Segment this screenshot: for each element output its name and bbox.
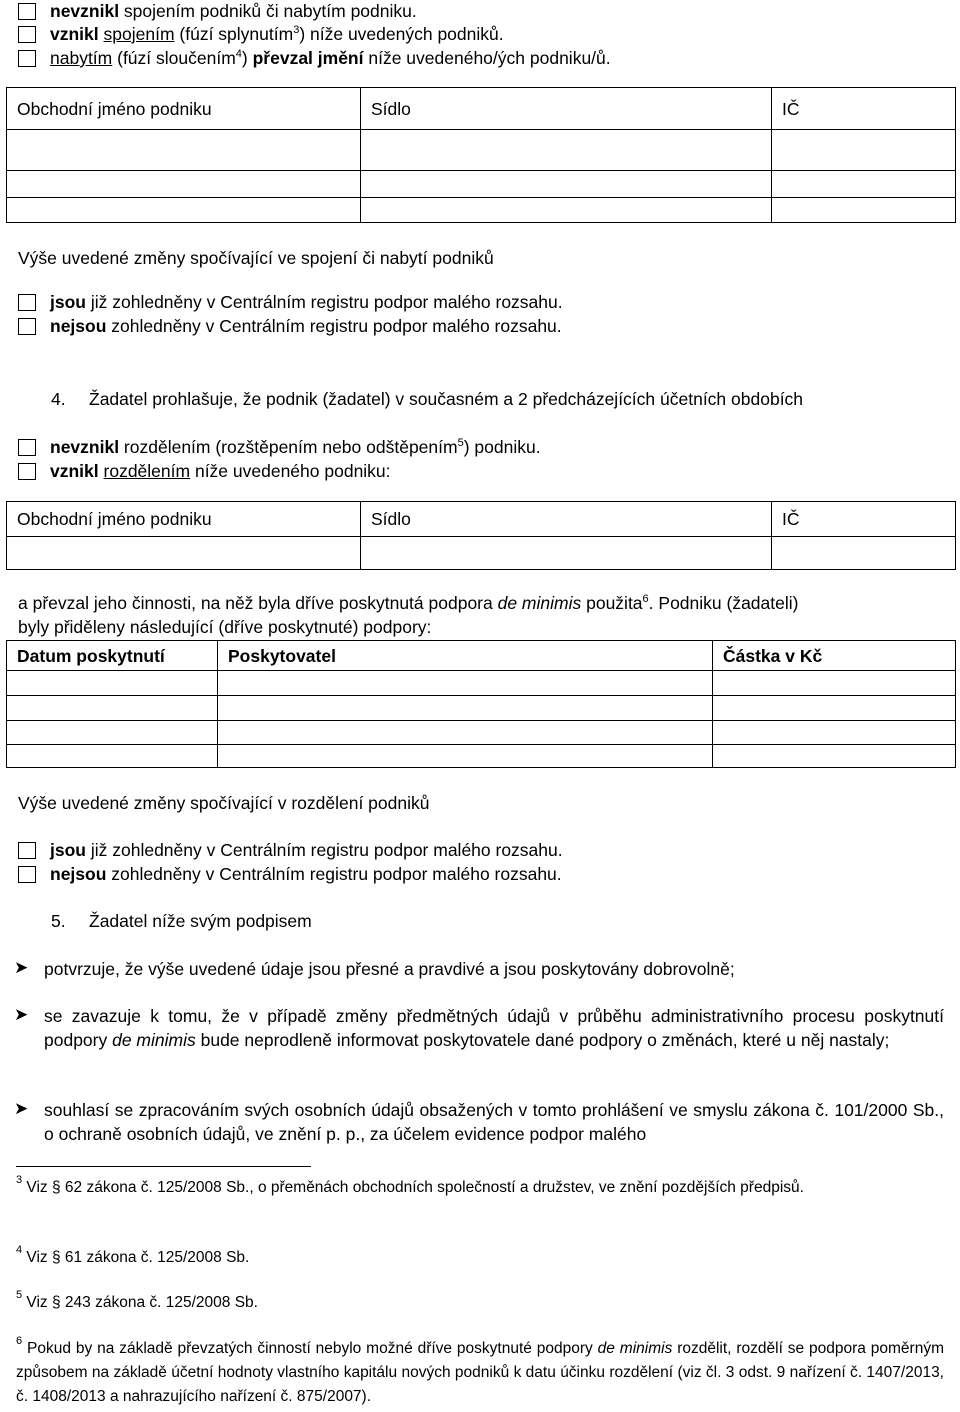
table-cell[interactable]: [713, 745, 956, 768]
table-header: Sídlo: [361, 502, 772, 537]
footnote-separator: [16, 1166, 311, 1167]
bullet-consent: souhlasí se zpracováním svých osobních údajů obsažených v tomto prohlášení ve smyslu zákona č. 101/2000 Sb., o ochraně osobních údajů, ve znění p. p., za účelem evidence podpor malého: [44, 1100, 944, 1144]
table-header: IČ: [772, 502, 956, 537]
table-cell[interactable]: [772, 198, 956, 223]
bullet-confirm: potvrzuje, že výše uvedené údaje jsou přesné a pravdivé a jsou poskytovány dobrovolně;: [44, 959, 735, 979]
table-cell[interactable]: [7, 130, 361, 171]
checkbox-merged[interactable]: [18, 26, 36, 43]
takeover-line-2: byly přiděleny následující (dříve poskytnuté) podpory:: [18, 617, 432, 637]
section-4-text: Žadatel prohlašuje, že podnik (žadatel) v současném a 2 předcházejících účetních obdobích: [89, 389, 804, 409]
aid-table: [6, 640, 956, 768]
option-split-not-registered: nejsou zohledněny v Centrálním registru podpor malého rozsahu.: [50, 864, 562, 884]
table-cell[interactable]: [218, 696, 713, 721]
table-cell[interactable]: [218, 671, 713, 696]
checkbox-merge-not-registered[interactable]: [18, 318, 36, 335]
option-merged: vznikl spojením (fúzí splynutím$^3$) níže uvedených podniků.: [50, 24, 504, 44]
arrow-bullet-icon: ➤: [14, 1099, 29, 1118]
option-merge-registered: jsou již zohledněny v Centrálním registru podpor malého rozsahu.: [50, 292, 563, 312]
table-header: Obchodní jméno podniku: [7, 88, 361, 130]
table-cell[interactable]: [713, 671, 956, 696]
table-cell[interactable]: [7, 745, 218, 768]
option-split: vznikl rozdělením níže uvedeného podniku:: [50, 461, 391, 481]
option-merge-not-registered: nejsou zohledněny v Centrálním registru podpor malého rozsahu.: [50, 316, 562, 336]
takeover-line-1: a převzal jeho činnosti, na něž byla dříve poskytnutá podpora de minimis použita$^6$. Podniku (žadateli): [18, 593, 799, 613]
table-cell[interactable]: [361, 130, 772, 171]
table-cell[interactable]: [772, 537, 956, 570]
option-not-merged: nevznikl spojením podniků či nabytím podniku.: [50, 1, 417, 21]
footnote-3: $^3$ Viz § 62 zákona č. 125/2008 Sb., o přeměnách obchodních společností a družstev, ve znění pozdějších předpisů.: [16, 1174, 804, 1196]
table-cell[interactable]: [218, 745, 713, 768]
footnote-6: $^6$ Pokud by na základě převzatých činností nebylo možné dříve poskytnuté podpory de minimis rozdělit, rozdělí se podpora poměrným způsobem na základě účetní hodnoty vlastního kapitálu nových podniků k datu účinku rozdělení (viz čl. 3 odst. 9 nařízení č. 1407/2013, č. 1408/2013 a nahrazujícího nařízení č. 875/2007).: [16, 1335, 944, 1405]
option-split-registered: jsou již zohledněny v Centrálním registru podpor malého rozsahu.: [50, 840, 563, 860]
arrow-bullet-icon: ➤: [14, 1005, 29, 1024]
table-cell[interactable]: [7, 537, 361, 570]
changes-merge-intro: Výše uvedené změny spočívající ve spojení či nabytí podniků: [18, 248, 494, 268]
table-cell[interactable]: [772, 130, 956, 171]
table-header: Datum poskytnutí: [7, 641, 218, 671]
checkbox-not-merged[interactable]: [18, 3, 36, 20]
checkbox-split-not-registered[interactable]: [18, 866, 36, 883]
table-header: IČ: [772, 88, 956, 130]
option-acquired: nabytím (fúzí sloučením$^4$) převzal jmění níže uvedeného/ých podniku/ů.: [50, 48, 611, 68]
footnote-5: $^5$ Viz § 243 zákona č. 125/2008 Sb.: [16, 1289, 258, 1311]
table-cell[interactable]: [713, 721, 956, 745]
checkbox-split-registered[interactable]: [18, 842, 36, 859]
companies-table-1: [6, 87, 956, 223]
checkbox-acquired[interactable]: [18, 50, 36, 67]
table-cell[interactable]: [7, 721, 218, 745]
changes-split-intro: Výše uvedené změny spočívající v rozdělení podniků: [18, 793, 430, 813]
section-5-number: 5.: [51, 911, 66, 931]
table-header: Částka v Kč: [713, 641, 956, 671]
table-cell[interactable]: [361, 171, 772, 198]
section-5-text: Žadatel níže svým podpisem: [89, 911, 312, 931]
companies-table-2: [6, 501, 956, 570]
checkbox-split[interactable]: [18, 463, 36, 480]
checkbox-merge-registered[interactable]: [18, 294, 36, 311]
table-cell[interactable]: [361, 198, 772, 223]
footnote-4: $^4$ Viz § 61 zákona č. 125/2008 Sb.: [16, 1244, 250, 1266]
bullet-commit: se zavazuje k tomu, že v případě změny předmětných údajů v průběhu administrativního procesu poskytnutí podpory de minimis bude neprodleně informovat poskytovatele dané podpory o změnách, které u něj nastaly;: [44, 1006, 944, 1050]
arrow-bullet-icon: ➤: [14, 958, 29, 977]
table-cell[interactable]: [361, 537, 772, 570]
table-header: Poskytovatel: [218, 641, 713, 671]
table-cell[interactable]: [713, 696, 956, 721]
option-not-split: nevznikl rozdělením (rozštěpením nebo odštěpením$^5$) podniku.: [50, 437, 541, 457]
table-cell[interactable]: [7, 198, 361, 223]
checkbox-not-split[interactable]: [18, 439, 36, 456]
table-header: Obchodní jméno podniku: [7, 502, 361, 537]
section-4-number: 4.: [51, 389, 66, 409]
table-cell[interactable]: [7, 671, 218, 696]
table-cell[interactable]: [7, 171, 361, 198]
table-cell[interactable]: [772, 171, 956, 198]
table-header: Sídlo: [361, 88, 772, 130]
table-cell[interactable]: [218, 721, 713, 745]
table-cell[interactable]: [7, 696, 218, 721]
